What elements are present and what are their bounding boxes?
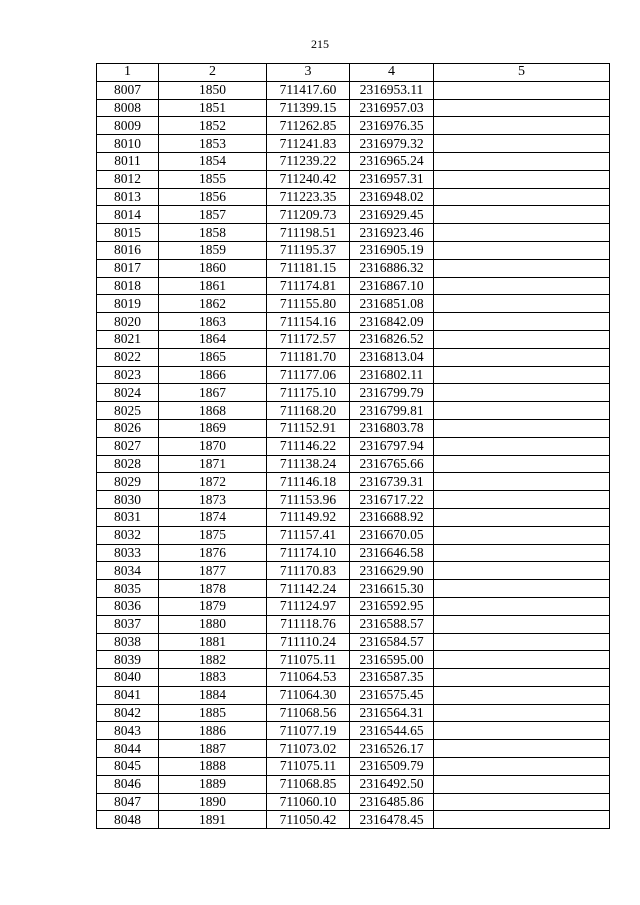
cell-x-coordinate: 711209.73 bbox=[267, 206, 350, 224]
cell-sequence-number: 1875 bbox=[159, 526, 267, 544]
cell-notes bbox=[434, 437, 610, 455]
cell-notes bbox=[434, 241, 610, 259]
table-row bbox=[97, 580, 610, 598]
cell-sequence-number: 1871 bbox=[159, 455, 267, 473]
cell-sequence-number: 1880 bbox=[159, 615, 267, 633]
cell-point-number: 8021 bbox=[97, 330, 159, 348]
cell-y-coordinate: 2316979.32 bbox=[350, 135, 434, 153]
cell-y-coordinate: 2316923.46 bbox=[350, 224, 434, 242]
coordinates-table bbox=[96, 63, 610, 829]
cell-point-number: 8029 bbox=[97, 473, 159, 491]
cell-x-coordinate: 711068.85 bbox=[267, 775, 350, 793]
cell-notes bbox=[434, 206, 610, 224]
cell-y-coordinate: 2316948.02 bbox=[350, 188, 434, 206]
cell-y-coordinate: 2316976.35 bbox=[350, 117, 434, 135]
cell-sequence-number: 1852 bbox=[159, 117, 267, 135]
cell-notes bbox=[434, 722, 610, 740]
cell-y-coordinate: 2316485.86 bbox=[350, 793, 434, 811]
cell-notes bbox=[434, 793, 610, 811]
cell-y-coordinate: 2316717.22 bbox=[350, 491, 434, 509]
cell-notes bbox=[434, 597, 610, 615]
table-row bbox=[97, 633, 610, 651]
cell-sequence-number: 1856 bbox=[159, 188, 267, 206]
cell-notes bbox=[434, 811, 610, 829]
cell-sequence-number: 1882 bbox=[159, 651, 267, 669]
cell-sequence-number: 1877 bbox=[159, 562, 267, 580]
cell-sequence-number: 1862 bbox=[159, 295, 267, 313]
cell-point-number: 8013 bbox=[97, 188, 159, 206]
cell-sequence-number: 1861 bbox=[159, 277, 267, 295]
cell-point-number: 8014 bbox=[97, 206, 159, 224]
cell-x-coordinate: 711146.22 bbox=[267, 437, 350, 455]
cell-point-number: 8012 bbox=[97, 170, 159, 188]
cell-x-coordinate: 711181.15 bbox=[267, 259, 350, 277]
cell-y-coordinate: 2316953.11 bbox=[350, 81, 434, 99]
cell-y-coordinate: 2316826.52 bbox=[350, 330, 434, 348]
table-row bbox=[97, 508, 610, 526]
cell-sequence-number: 1886 bbox=[159, 722, 267, 740]
table-row bbox=[97, 313, 610, 331]
cell-y-coordinate: 2316544.65 bbox=[350, 722, 434, 740]
table-row bbox=[97, 366, 610, 384]
cell-notes bbox=[434, 686, 610, 704]
cell-point-number: 8035 bbox=[97, 580, 159, 598]
table-row bbox=[97, 491, 610, 509]
cell-notes bbox=[434, 544, 610, 562]
cell-point-number: 8007 bbox=[97, 81, 159, 99]
cell-y-coordinate: 2316813.04 bbox=[350, 348, 434, 366]
table-row bbox=[97, 811, 610, 829]
cell-notes bbox=[434, 81, 610, 99]
cell-x-coordinate: 711073.02 bbox=[267, 740, 350, 758]
cell-point-number: 8022 bbox=[97, 348, 159, 366]
cell-sequence-number: 1851 bbox=[159, 99, 267, 117]
cell-y-coordinate: 2316957.03 bbox=[350, 99, 434, 117]
cell-x-coordinate: 711198.51 bbox=[267, 224, 350, 242]
table-row bbox=[97, 152, 610, 170]
cell-notes bbox=[434, 633, 610, 651]
cell-point-number: 8025 bbox=[97, 402, 159, 420]
cell-y-coordinate: 2316802.11 bbox=[350, 366, 434, 384]
cell-point-number: 8020 bbox=[97, 313, 159, 331]
cell-x-coordinate: 711168.20 bbox=[267, 402, 350, 420]
table-row bbox=[97, 615, 610, 633]
cell-y-coordinate: 2316739.31 bbox=[350, 473, 434, 491]
cell-notes bbox=[434, 580, 610, 598]
cell-notes bbox=[434, 473, 610, 491]
cell-y-coordinate: 2316595.00 bbox=[350, 651, 434, 669]
cell-y-coordinate: 2316492.50 bbox=[350, 775, 434, 793]
cell-point-number: 8041 bbox=[97, 686, 159, 704]
cell-x-coordinate: 711064.30 bbox=[267, 686, 350, 704]
table-row bbox=[97, 419, 610, 437]
cell-x-coordinate: 711077.19 bbox=[267, 722, 350, 740]
cell-sequence-number: 1888 bbox=[159, 758, 267, 776]
cell-y-coordinate: 2316564.31 bbox=[350, 704, 434, 722]
table-row bbox=[97, 651, 610, 669]
table-row bbox=[97, 259, 610, 277]
cell-x-coordinate: 711170.83 bbox=[267, 562, 350, 580]
cell-y-coordinate: 2316797.94 bbox=[350, 437, 434, 455]
cell-point-number: 8040 bbox=[97, 669, 159, 687]
cell-point-number: 8031 bbox=[97, 508, 159, 526]
cell-sequence-number: 1881 bbox=[159, 633, 267, 651]
cell-y-coordinate: 2316867.10 bbox=[350, 277, 434, 295]
cell-point-number: 8024 bbox=[97, 384, 159, 402]
cell-x-coordinate: 711417.60 bbox=[267, 81, 350, 99]
cell-y-coordinate: 2316905.19 bbox=[350, 241, 434, 259]
cell-x-coordinate: 711146.18 bbox=[267, 473, 350, 491]
table-row bbox=[97, 722, 610, 740]
cell-x-coordinate: 711118.76 bbox=[267, 615, 350, 633]
table-row bbox=[97, 775, 610, 793]
cell-sequence-number: 1876 bbox=[159, 544, 267, 562]
cell-sequence-number: 1863 bbox=[159, 313, 267, 331]
cell-notes bbox=[434, 259, 610, 277]
table-row bbox=[97, 170, 610, 188]
cell-sequence-number: 1853 bbox=[159, 135, 267, 153]
cell-x-coordinate: 711223.35 bbox=[267, 188, 350, 206]
cell-notes bbox=[434, 366, 610, 384]
cell-x-coordinate: 711154.16 bbox=[267, 313, 350, 331]
cell-y-coordinate: 2316615.30 bbox=[350, 580, 434, 598]
cell-notes bbox=[434, 758, 610, 776]
cell-notes bbox=[434, 562, 610, 580]
table-row bbox=[97, 740, 610, 758]
cell-notes bbox=[434, 402, 610, 420]
column-header-2: 2 bbox=[159, 64, 267, 82]
cell-x-coordinate: 711110.24 bbox=[267, 633, 350, 651]
table-row bbox=[97, 135, 610, 153]
cell-notes bbox=[434, 330, 610, 348]
cell-y-coordinate: 2316584.57 bbox=[350, 633, 434, 651]
cell-x-coordinate: 711174.10 bbox=[267, 544, 350, 562]
cell-point-number: 8032 bbox=[97, 526, 159, 544]
table-row bbox=[97, 348, 610, 366]
cell-sequence-number: 1866 bbox=[159, 366, 267, 384]
cell-sequence-number: 1879 bbox=[159, 597, 267, 615]
cell-sequence-number: 1869 bbox=[159, 419, 267, 437]
table-row bbox=[97, 81, 610, 99]
table-row bbox=[97, 384, 610, 402]
cell-x-coordinate: 711157.41 bbox=[267, 526, 350, 544]
table-row bbox=[97, 437, 610, 455]
cell-point-number: 8028 bbox=[97, 455, 159, 473]
cell-point-number: 8045 bbox=[97, 758, 159, 776]
table-header bbox=[97, 64, 610, 82]
cell-notes bbox=[434, 99, 610, 117]
cell-point-number: 8017 bbox=[97, 259, 159, 277]
cell-y-coordinate: 2316592.95 bbox=[350, 597, 434, 615]
cell-y-coordinate: 2316588.57 bbox=[350, 615, 434, 633]
cell-point-number: 8044 bbox=[97, 740, 159, 758]
cell-x-coordinate: 711152.91 bbox=[267, 419, 350, 437]
table-row bbox=[97, 206, 610, 224]
cell-sequence-number: 1887 bbox=[159, 740, 267, 758]
cell-y-coordinate: 2316646.58 bbox=[350, 544, 434, 562]
cell-x-coordinate: 711050.42 bbox=[267, 811, 350, 829]
cell-x-coordinate: 711399.15 bbox=[267, 99, 350, 117]
table-row bbox=[97, 117, 610, 135]
cell-point-number: 8009 bbox=[97, 117, 159, 135]
cell-x-coordinate: 711174.81 bbox=[267, 277, 350, 295]
cell-sequence-number: 1883 bbox=[159, 669, 267, 687]
table-row bbox=[97, 188, 610, 206]
cell-y-coordinate: 2316765.66 bbox=[350, 455, 434, 473]
cell-sequence-number: 1865 bbox=[159, 348, 267, 366]
cell-sequence-number: 1867 bbox=[159, 384, 267, 402]
table-row bbox=[97, 455, 610, 473]
cell-y-coordinate: 2316575.45 bbox=[350, 686, 434, 704]
cell-x-coordinate: 711155.80 bbox=[267, 295, 350, 313]
cell-sequence-number: 1873 bbox=[159, 491, 267, 509]
cell-sequence-number: 1850 bbox=[159, 81, 267, 99]
cell-x-coordinate: 711075.11 bbox=[267, 758, 350, 776]
cell-y-coordinate: 2316526.17 bbox=[350, 740, 434, 758]
cell-point-number: 8042 bbox=[97, 704, 159, 722]
cell-notes bbox=[434, 615, 610, 633]
cell-x-coordinate: 711239.22 bbox=[267, 152, 350, 170]
cell-notes bbox=[434, 704, 610, 722]
table-row bbox=[97, 277, 610, 295]
cell-notes bbox=[434, 526, 610, 544]
column-header-3: 3 bbox=[267, 64, 350, 82]
cell-x-coordinate: 711172.57 bbox=[267, 330, 350, 348]
cell-point-number: 8011 bbox=[97, 152, 159, 170]
table-row bbox=[97, 99, 610, 117]
cell-point-number: 8010 bbox=[97, 135, 159, 153]
cell-point-number: 8030 bbox=[97, 491, 159, 509]
cell-notes bbox=[434, 224, 610, 242]
table-row bbox=[97, 758, 610, 776]
cell-x-coordinate: 711181.70 bbox=[267, 348, 350, 366]
cell-notes bbox=[434, 135, 610, 153]
cell-sequence-number: 1858 bbox=[159, 224, 267, 242]
cell-y-coordinate: 2316670.05 bbox=[350, 526, 434, 544]
column-header-4: 4 bbox=[350, 64, 434, 82]
cell-notes bbox=[434, 419, 610, 437]
cell-x-coordinate: 711064.53 bbox=[267, 669, 350, 687]
table-row bbox=[97, 597, 610, 615]
cell-y-coordinate: 2316803.78 bbox=[350, 419, 434, 437]
cell-x-coordinate: 711149.92 bbox=[267, 508, 350, 526]
table-row bbox=[97, 295, 610, 313]
cell-point-number: 8034 bbox=[97, 562, 159, 580]
cell-notes bbox=[434, 384, 610, 402]
cell-sequence-number: 1878 bbox=[159, 580, 267, 598]
cell-sequence-number: 1884 bbox=[159, 686, 267, 704]
cell-sequence-number: 1885 bbox=[159, 704, 267, 722]
cell-y-coordinate: 2316957.31 bbox=[350, 170, 434, 188]
cell-point-number: 8018 bbox=[97, 277, 159, 295]
cell-notes bbox=[434, 491, 610, 509]
cell-y-coordinate: 2316799.81 bbox=[350, 402, 434, 420]
cell-notes bbox=[434, 188, 610, 206]
cell-notes bbox=[434, 651, 610, 669]
table-row bbox=[97, 686, 610, 704]
table-body bbox=[97, 81, 610, 828]
cell-sequence-number: 1872 bbox=[159, 473, 267, 491]
cell-sequence-number: 1890 bbox=[159, 793, 267, 811]
cell-sequence-number: 1855 bbox=[159, 170, 267, 188]
cell-point-number: 8038 bbox=[97, 633, 159, 651]
cell-sequence-number: 1857 bbox=[159, 206, 267, 224]
cell-notes bbox=[434, 313, 610, 331]
cell-sequence-number: 1870 bbox=[159, 437, 267, 455]
cell-x-coordinate: 711060.10 bbox=[267, 793, 350, 811]
cell-notes bbox=[434, 508, 610, 526]
cell-notes bbox=[434, 775, 610, 793]
cell-point-number: 8023 bbox=[97, 366, 159, 384]
cell-point-number: 8039 bbox=[97, 651, 159, 669]
cell-point-number: 8046 bbox=[97, 775, 159, 793]
cell-point-number: 8016 bbox=[97, 241, 159, 259]
cell-point-number: 8008 bbox=[97, 99, 159, 117]
cell-x-coordinate: 711240.42 bbox=[267, 170, 350, 188]
table-row bbox=[97, 402, 610, 420]
cell-y-coordinate: 2316842.09 bbox=[350, 313, 434, 331]
table-row bbox=[97, 473, 610, 491]
cell-sequence-number: 1889 bbox=[159, 775, 267, 793]
cell-sequence-number: 1868 bbox=[159, 402, 267, 420]
cell-notes bbox=[434, 348, 610, 366]
cell-x-coordinate: 711195.37 bbox=[267, 241, 350, 259]
cell-y-coordinate: 2316478.45 bbox=[350, 811, 434, 829]
column-header-1: 1 bbox=[97, 64, 159, 82]
table-row bbox=[97, 330, 610, 348]
cell-notes bbox=[434, 455, 610, 473]
cell-notes bbox=[434, 117, 610, 135]
table-row bbox=[97, 669, 610, 687]
cell-y-coordinate: 2316629.90 bbox=[350, 562, 434, 580]
cell-y-coordinate: 2316851.08 bbox=[350, 295, 434, 313]
cell-sequence-number: 1891 bbox=[159, 811, 267, 829]
table-row bbox=[97, 526, 610, 544]
cell-notes bbox=[434, 152, 610, 170]
cell-y-coordinate: 2316688.92 bbox=[350, 508, 434, 526]
cell-x-coordinate: 711153.96 bbox=[267, 491, 350, 509]
cell-y-coordinate: 2316509.79 bbox=[350, 758, 434, 776]
header-row bbox=[97, 64, 610, 82]
cell-y-coordinate: 2316587.35 bbox=[350, 669, 434, 687]
cell-sequence-number: 1874 bbox=[159, 508, 267, 526]
cell-point-number: 8027 bbox=[97, 437, 159, 455]
table-row bbox=[97, 562, 610, 580]
cell-notes bbox=[434, 295, 610, 313]
cell-x-coordinate: 711068.56 bbox=[267, 704, 350, 722]
cell-point-number: 8037 bbox=[97, 615, 159, 633]
cell-point-number: 8047 bbox=[97, 793, 159, 811]
cell-sequence-number: 1864 bbox=[159, 330, 267, 348]
cell-y-coordinate: 2316965.24 bbox=[350, 152, 434, 170]
cell-point-number: 8033 bbox=[97, 544, 159, 562]
cell-notes bbox=[434, 170, 610, 188]
cell-point-number: 8019 bbox=[97, 295, 159, 313]
cell-notes bbox=[434, 669, 610, 687]
cell-point-number: 8043 bbox=[97, 722, 159, 740]
cell-point-number: 8048 bbox=[97, 811, 159, 829]
column-header-5: 5 bbox=[434, 64, 610, 82]
cell-sequence-number: 1859 bbox=[159, 241, 267, 259]
table-row bbox=[97, 704, 610, 722]
cell-x-coordinate: 711177.06 bbox=[267, 366, 350, 384]
cell-y-coordinate: 2316929.45 bbox=[350, 206, 434, 224]
cell-y-coordinate: 2316886.32 bbox=[350, 259, 434, 277]
cell-point-number: 8015 bbox=[97, 224, 159, 242]
cell-sequence-number: 1854 bbox=[159, 152, 267, 170]
table-row bbox=[97, 224, 610, 242]
cell-x-coordinate: 711138.24 bbox=[267, 455, 350, 473]
table-row bbox=[97, 544, 610, 562]
cell-x-coordinate: 711075.11 bbox=[267, 651, 350, 669]
cell-x-coordinate: 711241.83 bbox=[267, 135, 350, 153]
cell-x-coordinate: 711175.10 bbox=[267, 384, 350, 402]
cell-x-coordinate: 711124.97 bbox=[267, 597, 350, 615]
cell-x-coordinate: 711262.85 bbox=[267, 117, 350, 135]
table-row bbox=[97, 793, 610, 811]
cell-point-number: 8026 bbox=[97, 419, 159, 437]
cell-point-number: 8036 bbox=[97, 597, 159, 615]
cell-sequence-number: 1860 bbox=[159, 259, 267, 277]
page-number: 215 bbox=[311, 37, 329, 51]
cell-y-coordinate: 2316799.79 bbox=[350, 384, 434, 402]
cell-x-coordinate: 711142.24 bbox=[267, 580, 350, 598]
cell-notes bbox=[434, 740, 610, 758]
cell-notes bbox=[434, 277, 610, 295]
table-row bbox=[97, 241, 610, 259]
